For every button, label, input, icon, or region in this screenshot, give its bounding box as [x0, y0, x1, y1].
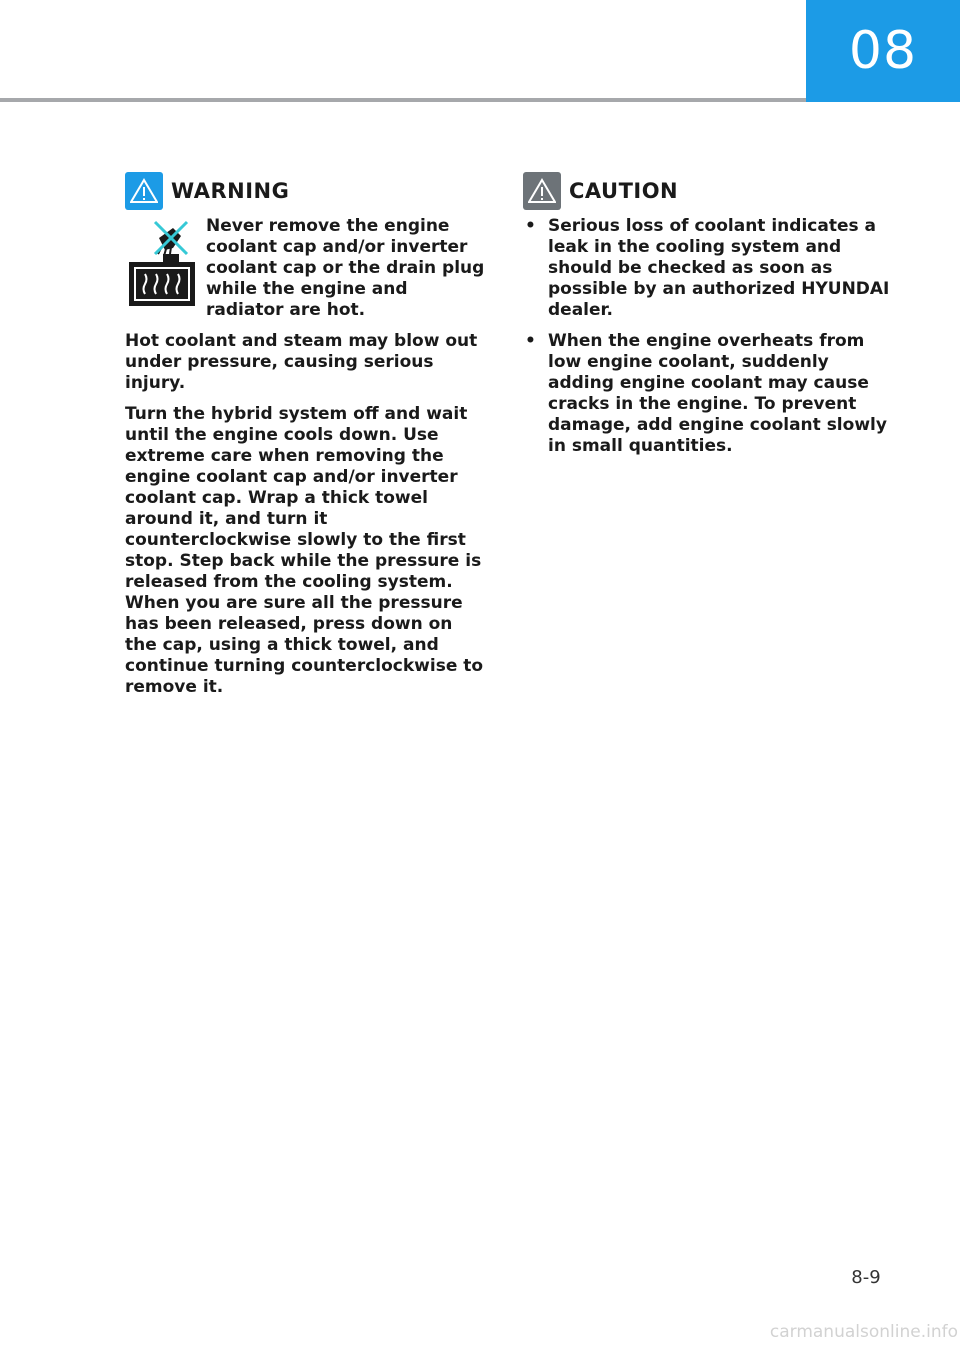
caution-triangle-icon	[523, 172, 561, 210]
warning-title: WARNING	[171, 178, 290, 203]
warning-paragraph-1: Hot coolant and steam may blow out under pressure, causing serious injury.	[125, 331, 478, 393]
warning-intro	[125, 216, 490, 321]
chapter-number: 08	[848, 21, 918, 81]
warning-intro-text: Never remove the engine coolant cap and/or inverter coolant cap or the drain plug while the engine and radiator are hot.	[206, 216, 485, 320]
warning-box	[125, 172, 490, 708]
caution-list	[523, 216, 893, 457]
warning-paragraph-2: Turn the hybrid system off and wait until the engine cools down. Use extreme care when removing the engine coolant cap and/or inverter coolant cap. Wrap a thick towel around it, and turn it counterclockwise slowly to the first stop. Step back while the pressure is released from the cooling system. When you are sure all the pressure has been released, press down on the cap, using a thick towel, and continue turning counterclockwise to remove it.	[125, 404, 484, 697]
hot-radiator-cap-warning-icon	[125, 218, 197, 308]
caution-item: • Serious loss of coolant indicates a leak in the cooling system and should be checked as soon as possible by an authorized HYUNDAI dealer.	[523, 216, 893, 321]
header-rule	[0, 98, 806, 102]
caution-header	[523, 172, 893, 210]
page-number: 8-9	[851, 1267, 881, 1288]
chapter-tab	[806, 0, 960, 102]
caution-title: CAUTION	[569, 178, 679, 203]
warning-header	[125, 172, 490, 210]
caution-item: • When the engine overheats from low engine coolant, suddenly adding engine coolant may cause cracks in the engine. To prevent damage, add engine coolant slowly in small quantities.	[523, 331, 893, 457]
watermark: carmanualsonline.info	[769, 1322, 958, 1342]
caution-box	[523, 172, 893, 467]
warning-triangle-icon	[125, 172, 163, 210]
